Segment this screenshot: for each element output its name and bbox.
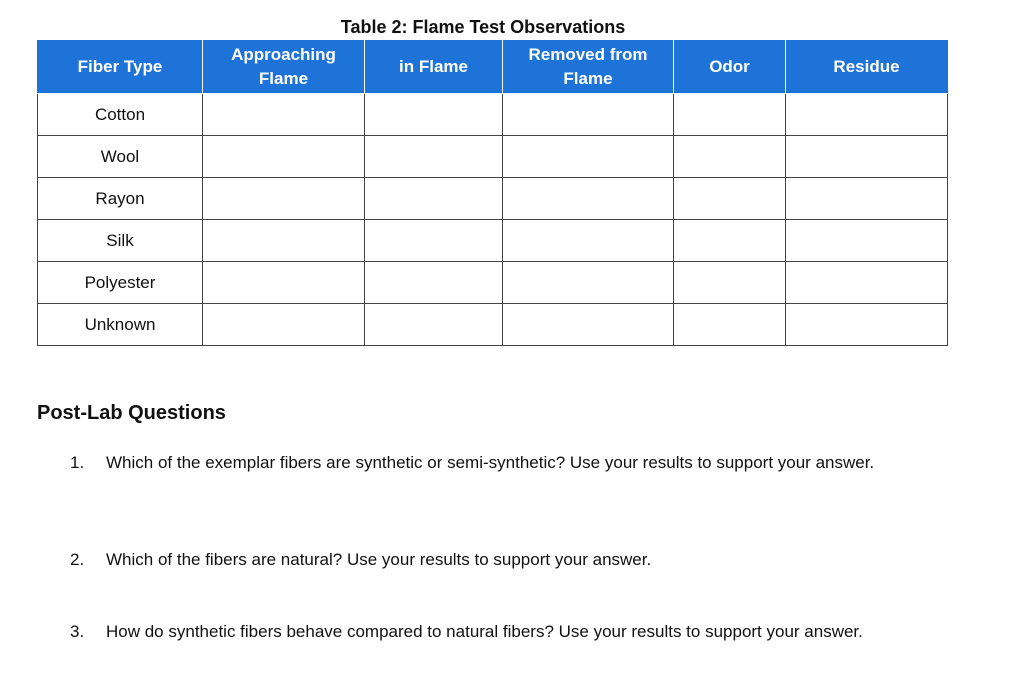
header-residue: Residue bbox=[786, 41, 948, 94]
table-row bbox=[38, 178, 948, 220]
in-flame-cell[interactable] bbox=[365, 178, 503, 220]
approaching-flame-cell[interactable] bbox=[203, 94, 365, 136]
residue-cell[interactable] bbox=[786, 136, 948, 178]
header-in-flame: in Flame bbox=[365, 41, 503, 94]
flame-test-table bbox=[37, 40, 948, 346]
residue-cell[interactable] bbox=[786, 220, 948, 262]
in-flame-cell[interactable] bbox=[365, 136, 503, 178]
post-lab-title: Post-Lab Questions bbox=[37, 402, 226, 424]
question-number: 3. bbox=[70, 622, 85, 641]
odor-cell[interactable] bbox=[674, 136, 786, 178]
approaching-flame-cell[interactable] bbox=[203, 262, 365, 304]
question-item bbox=[70, 450, 930, 476]
odor-cell[interactable] bbox=[674, 94, 786, 136]
question-item bbox=[70, 547, 930, 573]
header-removed-line1: Removed from bbox=[528, 45, 648, 64]
header-fiber-type: Fiber Type bbox=[38, 41, 203, 94]
question-text: Which of the fibers are natural? Use your results to support your answer. bbox=[106, 550, 652, 569]
removed-from-flame-cell[interactable] bbox=[503, 178, 674, 220]
residue-cell[interactable] bbox=[786, 262, 948, 304]
approaching-flame-cell[interactable] bbox=[203, 178, 365, 220]
odor-cell[interactable] bbox=[674, 304, 786, 346]
fiber-type-cell: Polyester bbox=[38, 262, 203, 304]
table-row bbox=[38, 220, 948, 262]
header-removed-line2: Flame bbox=[563, 69, 613, 88]
removed-from-flame-cell[interactable] bbox=[503, 262, 674, 304]
header-approaching-flame bbox=[203, 41, 365, 94]
header-approaching-line1: Approaching bbox=[231, 45, 336, 64]
question-number: 1. bbox=[70, 453, 85, 472]
table-caption: Table 2: Flame Test Observations bbox=[340, 17, 626, 37]
in-flame-cell[interactable] bbox=[365, 304, 503, 346]
fiber-type-cell: Unknown bbox=[38, 304, 203, 346]
in-flame-cell[interactable] bbox=[365, 220, 503, 262]
residue-cell[interactable] bbox=[786, 178, 948, 220]
question-text: How do synthetic fibers behave compared to natural fibers? Use your results to support your answer. bbox=[106, 622, 863, 641]
table-row bbox=[38, 262, 948, 304]
residue-cell[interactable] bbox=[786, 304, 948, 346]
in-flame-cell[interactable] bbox=[365, 94, 503, 136]
removed-from-flame-cell[interactable] bbox=[503, 136, 674, 178]
question-number: 2. bbox=[70, 550, 85, 569]
fiber-type-cell: Rayon bbox=[38, 178, 203, 220]
fiber-type-cell: Cotton bbox=[38, 94, 203, 136]
removed-from-flame-cell[interactable] bbox=[503, 304, 674, 346]
table-row bbox=[38, 304, 948, 346]
fiber-type-cell: Silk bbox=[38, 220, 203, 262]
odor-cell[interactable] bbox=[674, 220, 786, 262]
approaching-flame-cell[interactable] bbox=[203, 136, 365, 178]
approaching-flame-cell[interactable] bbox=[203, 220, 365, 262]
table-row bbox=[38, 136, 948, 178]
question-item bbox=[70, 619, 930, 645]
odor-cell[interactable] bbox=[674, 178, 786, 220]
header-approaching-line2: Flame bbox=[258, 69, 309, 88]
table-row bbox=[38, 94, 948, 136]
removed-from-flame-cell[interactable] bbox=[503, 94, 674, 136]
residue-cell[interactable] bbox=[786, 94, 948, 136]
in-flame-cell[interactable] bbox=[365, 262, 503, 304]
odor-cell[interactable] bbox=[674, 262, 786, 304]
approaching-flame-cell[interactable] bbox=[203, 304, 365, 346]
header-removed-from-flame bbox=[503, 41, 674, 94]
fiber-type-cell: Wool bbox=[38, 136, 203, 178]
removed-from-flame-cell[interactable] bbox=[503, 220, 674, 262]
table-header-row bbox=[38, 41, 948, 94]
header-odor: Odor bbox=[674, 41, 786, 94]
question-text: Which of the exemplar fibers are synthetic or semi-synthetic? Use your results to support your answer. bbox=[106, 453, 875, 472]
